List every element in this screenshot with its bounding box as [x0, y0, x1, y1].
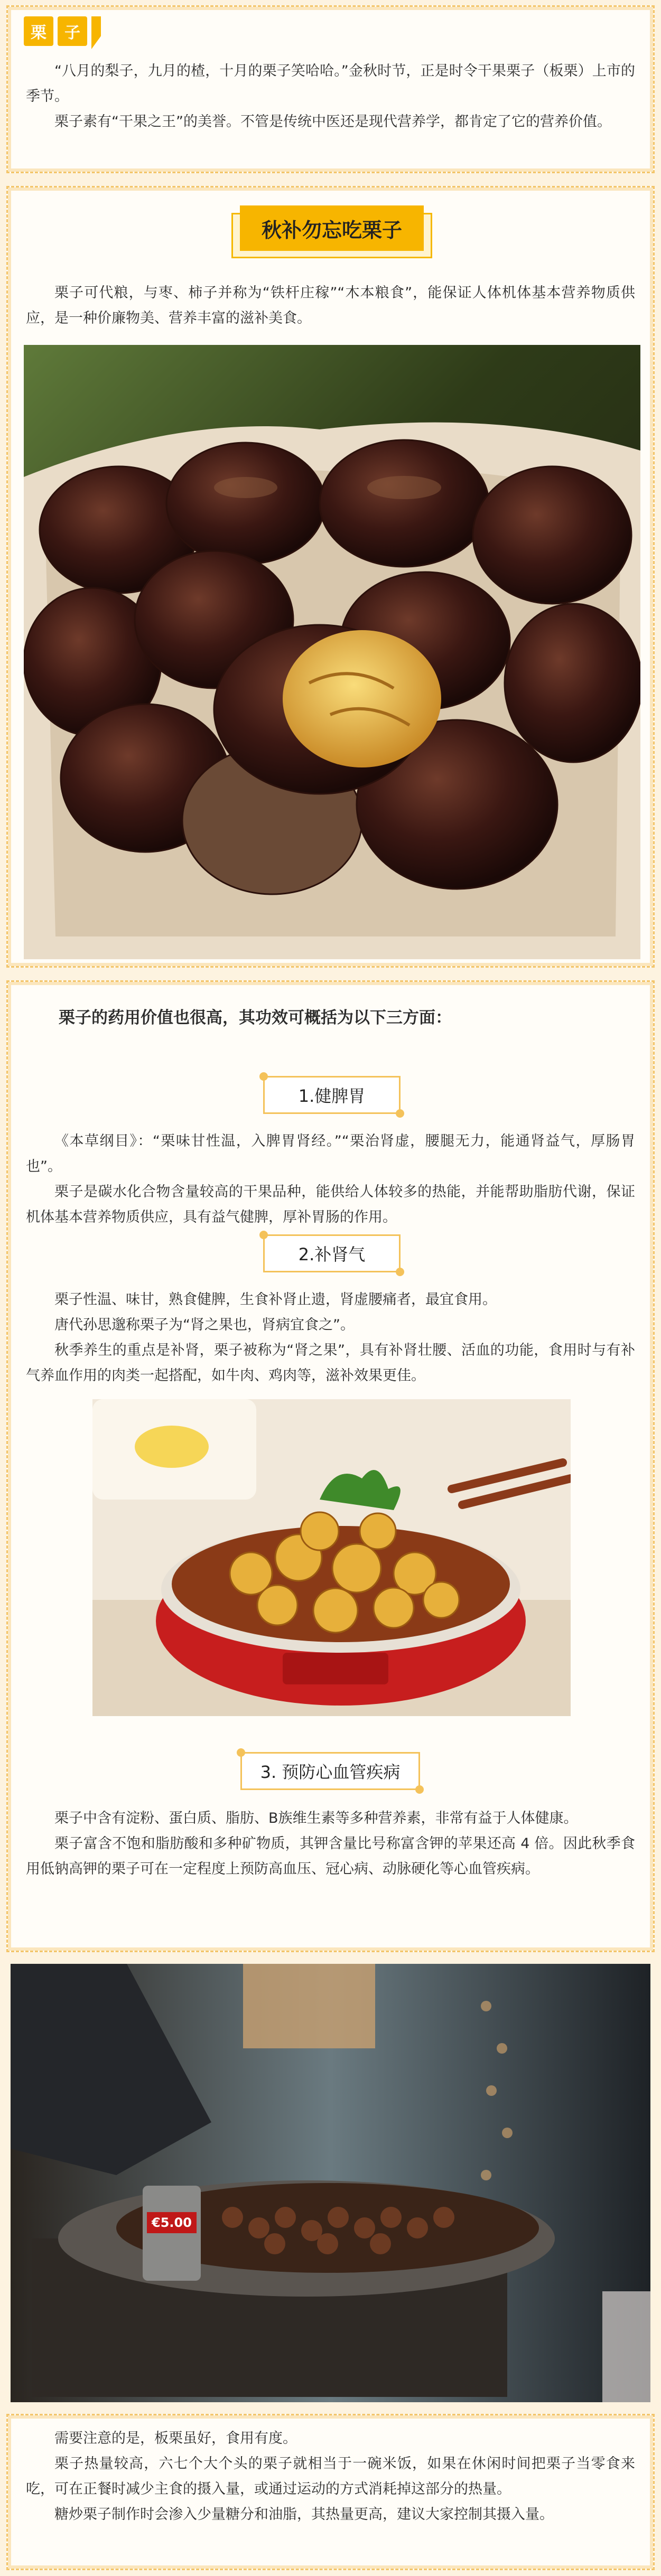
intro-card — [6, 5, 655, 173]
heading-cardiovascular: 3. 预防心血管疾病 — [240, 1752, 420, 1790]
chestnut-tag — [24, 16, 101, 49]
section3-card — [6, 2414, 655, 2570]
cardio-paragraph-2: 栗子富含不饱和脂肪酸和多种矿物质，其钾含量比号称富含钾的苹果还高 4 倍。因此秋季食用低钠高钾的栗子可在一定程度上预防高血压、冠心病、动脉硬化等心血管疾病。 — [26, 1835, 635, 1877]
kidney-paragraph-1: 栗子性温、味甘，熟食健脾，生食补肾止遗，肾虚腰痛者，最宜食用。 — [54, 1291, 497, 1308]
tag-char-2: 子 — [58, 16, 87, 46]
section2-card — [6, 980, 655, 1952]
section1-title-banner — [226, 205, 437, 260]
section1-paragraph: 栗子可代粮，与枣、柿子并称为“铁杆庄稼”“木本粮食”，能保证人体机体基本营养物质供应，是一种价廉物美、营养丰富的滋补美食。 — [26, 285, 635, 326]
price-tag-text: €5.00 — [152, 2215, 192, 2230]
section2-lead: 栗子的药用价值也很高，其功效可概括为以下三方面： — [59, 1008, 452, 1027]
section1-title: 秋补勿忘吃栗子 — [240, 205, 424, 251]
intro-paragraph-1: “八月的梨子，九月的楂，十月的栗子笑哈哈。”金秋时节，正是时令干果栗子（板栗）上市的季节。 — [26, 63, 635, 105]
spleen-paragraph-1: 《本草纲目》：“栗味甘性温，入脾胃肾经。”“栗治肾虚，腰腿无力，能通肾益气，厚肠胃也”。 — [26, 1133, 635, 1175]
kidney-paragraph-3: 秋季养生的重点是补肾，栗子被称为“肾之果”，具有补肾壮腰、活血的功能，食用时与有补气养血作用的肉类一起搭配，如牛肉、鸡肉等，滋补效果更佳。 — [26, 1342, 635, 1384]
intro-paragraph-2: 栗子素有“干果之王”的美誉。不管是传统中医还是现代营养学，都肯定了它的营养价值。 — [54, 114, 611, 130]
tag-char-1: 栗 — [24, 16, 53, 46]
street-vendor-photo — [11, 1964, 650, 2402]
cardio-paragraph-1: 栗子中含有淀粉、蛋白质、脂肪、B族维生素等多种营养素，非常有益于人体健康。 — [54, 1810, 578, 1826]
section1-card — [6, 186, 655, 968]
roasted-chestnuts-photo — [24, 345, 640, 959]
caution-paragraph-2: 栗子热量较高，六七个大个头的栗子就相当于一碗米饭，如果在休闲时间把栗子当零食来吃，可在正餐时减少主食的摄入量，或通过运动的方式消耗掉这部分的热量。 — [26, 2456, 635, 2497]
caution-paragraph-1: 需要注意的是，板栗虽好，食用有度。 — [54, 2430, 297, 2447]
heading-kidney: 2.补肾气 — [263, 1234, 401, 1272]
kidney-paragraph-2: 唐代孙思邈称栗子为“肾之果也，肾病宜食之”。 — [54, 1317, 355, 1333]
spleen-paragraph-2: 栗子是碳水化合物含量较高的干果品种，能供给人体较多的热能，并能帮助脂肪代谢，保证机体基本营养物质供应，具有益气健脾，厚补胃肠的作用。 — [26, 1184, 635, 1225]
tag-decoration — [91, 16, 101, 49]
caution-paragraph-3: 糖炒栗子制作时会渗入少量糖分和油脂，其热量更高，建议大家控制其摄入量。 — [54, 2506, 554, 2523]
heading-spleen-stomach: 1.健脾胃 — [263, 1076, 401, 1114]
chestnut-dish-photo — [92, 1399, 571, 1716]
